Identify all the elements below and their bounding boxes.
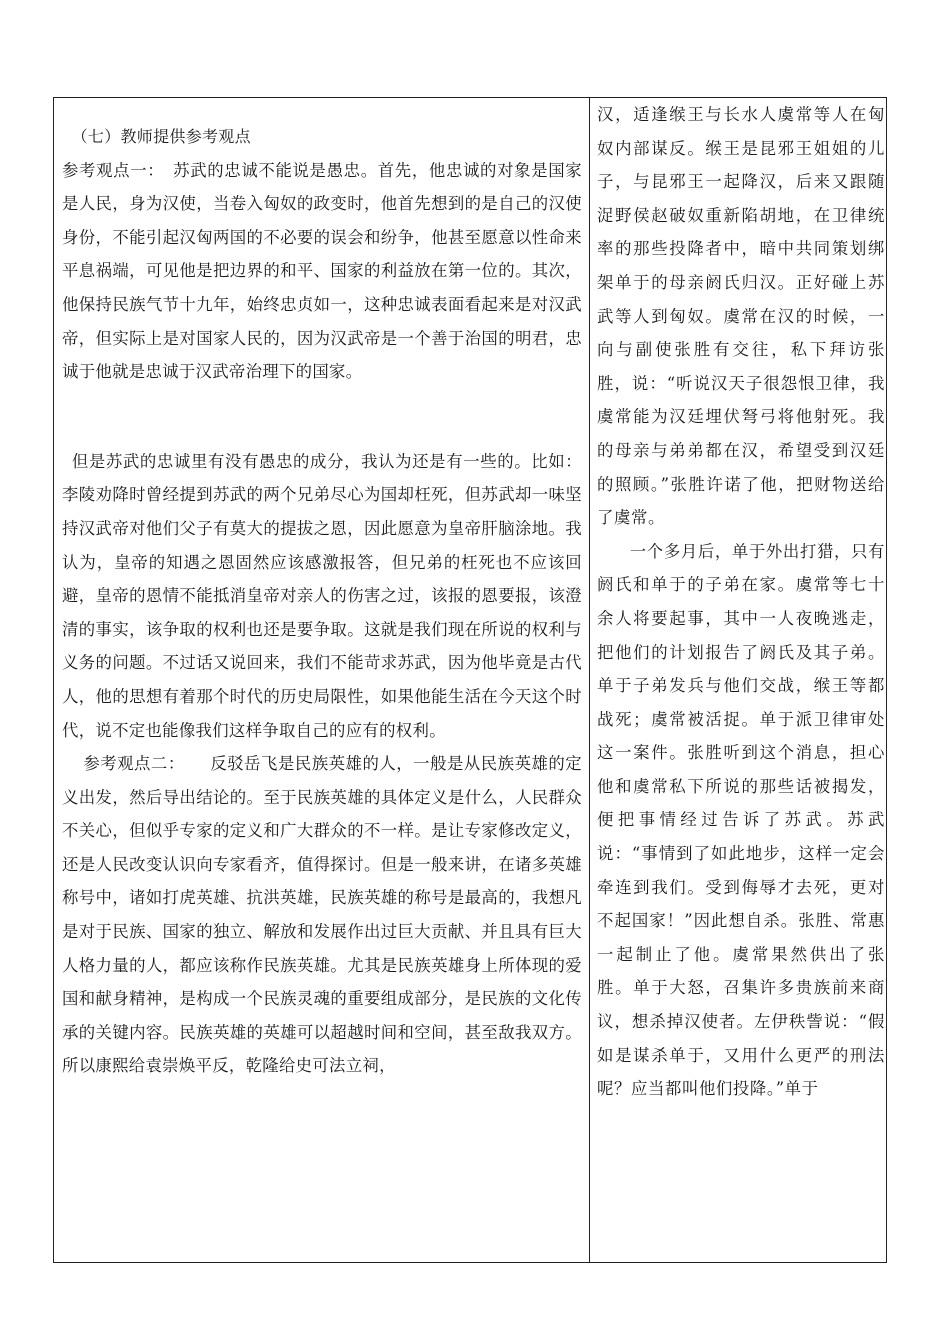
blank-space (62, 389, 582, 445)
viewpoint-one-paragraph: 参考观点一： 苏武的忠诚不能说是愚忠。首先，他忠诚的对象是国家是人民，身为汉使，当卷入匈奴的政变时，他首先想到的是自己的汉使身份，不能引起汉匈两国的不必要的误会和纷争，他甚至愿意以性命来平息祸端，可见他是把边界的和平、国家的利益放在第一位的。其次，他保持民族气节十九年，始终忠贞如一，这种忠诚表面看起来是对汉武帝，但实际上是对国家人民的，因为汉武帝是一个善于治国的明君，忠诚于他就是忠诚于汉武帝治理下的国家。 (62, 160, 582, 382)
column-divider (589, 98, 590, 1262)
story-paragraph-1: 汉，适逢缑王与长水人虞常等人在匈奴内部谋反。缑王是昆邪王姐姐的儿子，与昆邪王一起降汉，后来又跟随浞野侯赵破奴重新陷胡地，在卫律统率的那些投降者中，暗中共同策划绑架单于的母亲阏氏归汉。正好碰上苏武等人到匈奴。虞常在汉的时候，一向与副使张胜有交往，私下拜访张胜，说：“听说汉天子很怨恨卫律，我虞常能为汉廷埋伏弩弓将他射死。我的母亲与弟弟都在汉，希望受到汉廷的照顾。”张胜许诺了他，把财物送给了虞常。 (597, 105, 885, 528)
viewpoint-two-paragraph: 参考观点二： 反驳岳飞是民族英雄的人，一般是从民族英雄的定义出发，然后导出结论的。至于民族英雄的具体定义是什么，人民群众不关心，但似乎专家的定义和广大群众的不一样。是让专家修改定义，还是人民改变认识向专家看齐，值得探讨。但是一般来讲，在诸多英雄称号中，诸如打虎英雄、抗洪英雄，民族英雄的称号是最高的，我想凡是对于民族、国家的独立、解放和发展作出过巨大贡献、并且具有巨大人格力量的人，都应该称作民族英雄。尤其是民族英雄身上所体现的爱国和献身精神，是构成一个民族灵魂的重要组成部分，是民族的文化传承的关键内容。民族英雄的英雄可以超越时间和空间，甚至敌我双方。所以康熙给袁崇焕平反，乾隆给史可法立祠， (62, 754, 582, 1076)
section-heading: （七）教师提供参考观点 (71, 127, 251, 146)
story-paragraph-2: 一个多月后，单于外出打猎，只有阏氏和单于的子弟在家。虞常等七十余人将要起事，其中一人夜晚逃走，把他们的计划报告了阏氏及其子弟。单于子弟发兵与他们交战，缑王等都战死；虞常被活捉。单于派卫律审处这一案件。张胜听到这个消息，担心他和虞常私下所说的那些话被揭发，便把事情经过告诉了苏武。苏武说：“事情到了如此地步，这样一定会牵连到我们。受到侮辱才去死，更对不起国家！”因此想自杀。张胜、常惠一起制止了他。虞常果然供出了张胜。单于大怒，召集许多贵族前来商议，想杀掉汉使者。左伊秩訾说：“假如是谋杀单于，又用什么更严的刑法呢？应当都叫他们投降。”单于 (597, 541, 885, 1099)
left-column (62, 120, 582, 1083)
right-column (597, 98, 885, 1106)
loyalty-analysis-paragraph: 但是苏武的忠诚里有没有愚忠的成分，我认为还是有一些的。比如：李陵劝降时曾经提到苏武的两个兄弟尽心为国却枉死，但苏武却一味坚持汉武帝对他们父子有莫大的提拔之恩，因此愿意为皇帝肝脑涂地。我认为，皇帝的知遇之恩固然应该感激报答，但兄弟的枉死也不应该回避，皇帝的恩情不能抵消皇帝对亲人的伤害之过，该报的恩要报，该澄清的事实，该争取的权利也还是要争取。这就是我们现在所说的权利与义务的问题。不过话又说回来，我们不能苛求苏武，因为他毕竟是古代人，他的思想有着那个时代的历史局限性，如果他能生活在今天这个时代，说不定也能像我们这样争取自己的应有的权利。 (62, 451, 582, 740)
content-table (53, 97, 887, 1263)
